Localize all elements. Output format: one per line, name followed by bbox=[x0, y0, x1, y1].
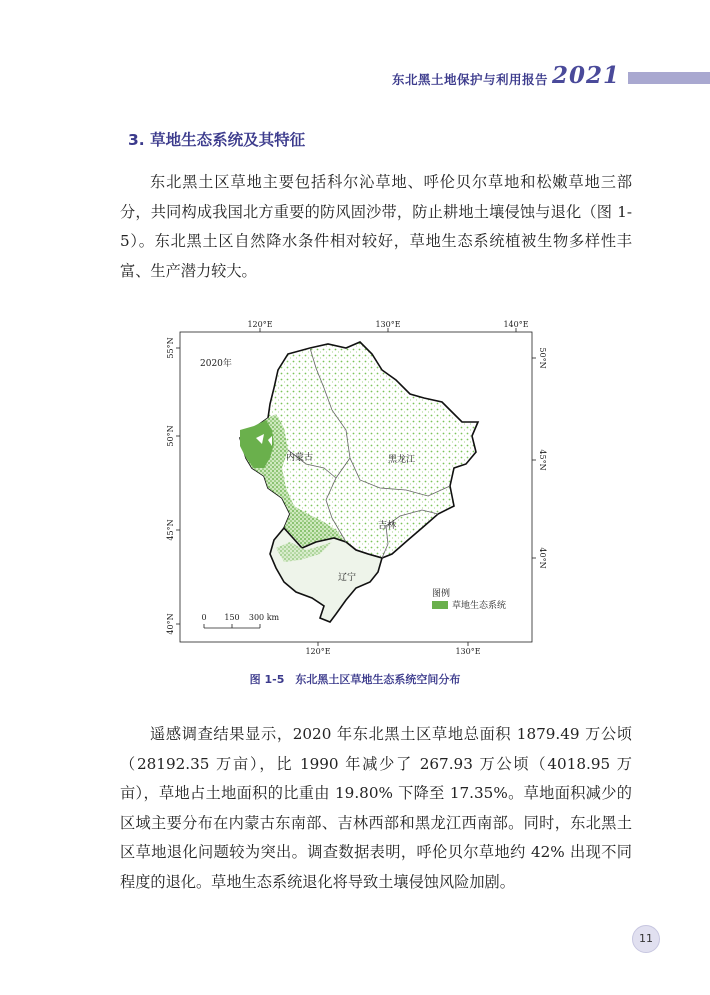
left-tick-45: 45°N bbox=[166, 519, 175, 541]
top-tick-130: 130°E bbox=[375, 320, 401, 329]
grassland-map-figure bbox=[160, 318, 560, 658]
paragraph-survey: 遥感调查结果显示，2020 年东北黑土区草地总面积 1879.49 万公顷（28192.35 万亩），比 1990 年减少了 267.93 万公顷（4018.95 万亩），草地占土地面积的比重由 19.80% 下降至 17.35%。草地面积减少的区域主要分布在内蒙古东南部、吉林西部和黑龙江西南部。同时，东北黑土区草地退化问题较为突出。调查数据表明，呼伦贝尔草地约 42% 出现不同程度的退化。草地生态系统退化将导致土壤侵蚀风险加剧。 bbox=[120, 725, 632, 891]
left-tick-55: 55°N bbox=[166, 337, 175, 359]
header-accent-bar bbox=[628, 72, 710, 84]
label-heilongjiang: 黑龙江 bbox=[388, 455, 416, 465]
page-number: 11 bbox=[632, 925, 660, 953]
scale-zero: 0 bbox=[201, 613, 207, 622]
right-tick-40: 40°N bbox=[538, 547, 547, 569]
top-tick-120: 120°E bbox=[247, 320, 273, 329]
left-tick-50: 50°N bbox=[166, 425, 175, 447]
paragraph-intro: 东北黑土区草地主要包括科尔沁草地、呼伦贝尔草地和松嫩草地三部分，共同构成我国北方重要的防风固沙带，防止耕地土壤侵蚀与退化（图 1-5）。东北黑土区自然降水条件相对较好，草地生态系统植被生物多样性丰富、生产潜力较大。 bbox=[120, 173, 632, 280]
scale-end: 300 km bbox=[248, 613, 280, 622]
legend-swatch bbox=[432, 601, 448, 609]
header-title: 东北黑土地保护与利用报告 bbox=[391, 72, 548, 87]
label-liaoning: 辽宁 bbox=[338, 573, 357, 583]
bottom-tick-120: 120°E bbox=[305, 647, 331, 656]
grassland-map bbox=[160, 318, 560, 658]
header-year: 2021 bbox=[552, 62, 621, 89]
legend-title: 图例 bbox=[432, 589, 451, 599]
scale-mid: 150 bbox=[224, 613, 240, 622]
top-tick-140: 140°E bbox=[503, 320, 529, 329]
label-neimenggu: 内蒙古 bbox=[286, 453, 314, 463]
bottom-tick-130: 130°E bbox=[455, 647, 481, 656]
right-tick-45: 45°N bbox=[538, 449, 547, 471]
legend-item: 草地生态系统 bbox=[452, 601, 507, 611]
running-header bbox=[0, 62, 710, 90]
section-title: 3. 草地生态系统及其特征 bbox=[128, 131, 306, 149]
left-tick-40: 40°N bbox=[166, 613, 175, 635]
right-tick-50: 50°N bbox=[538, 347, 547, 369]
map-year-label: 2020年 bbox=[200, 359, 232, 369]
label-jilin: 吉林 bbox=[378, 521, 397, 531]
figure-caption: 图 1-5 东北黑土区草地生态系统空间分布 bbox=[249, 673, 461, 686]
